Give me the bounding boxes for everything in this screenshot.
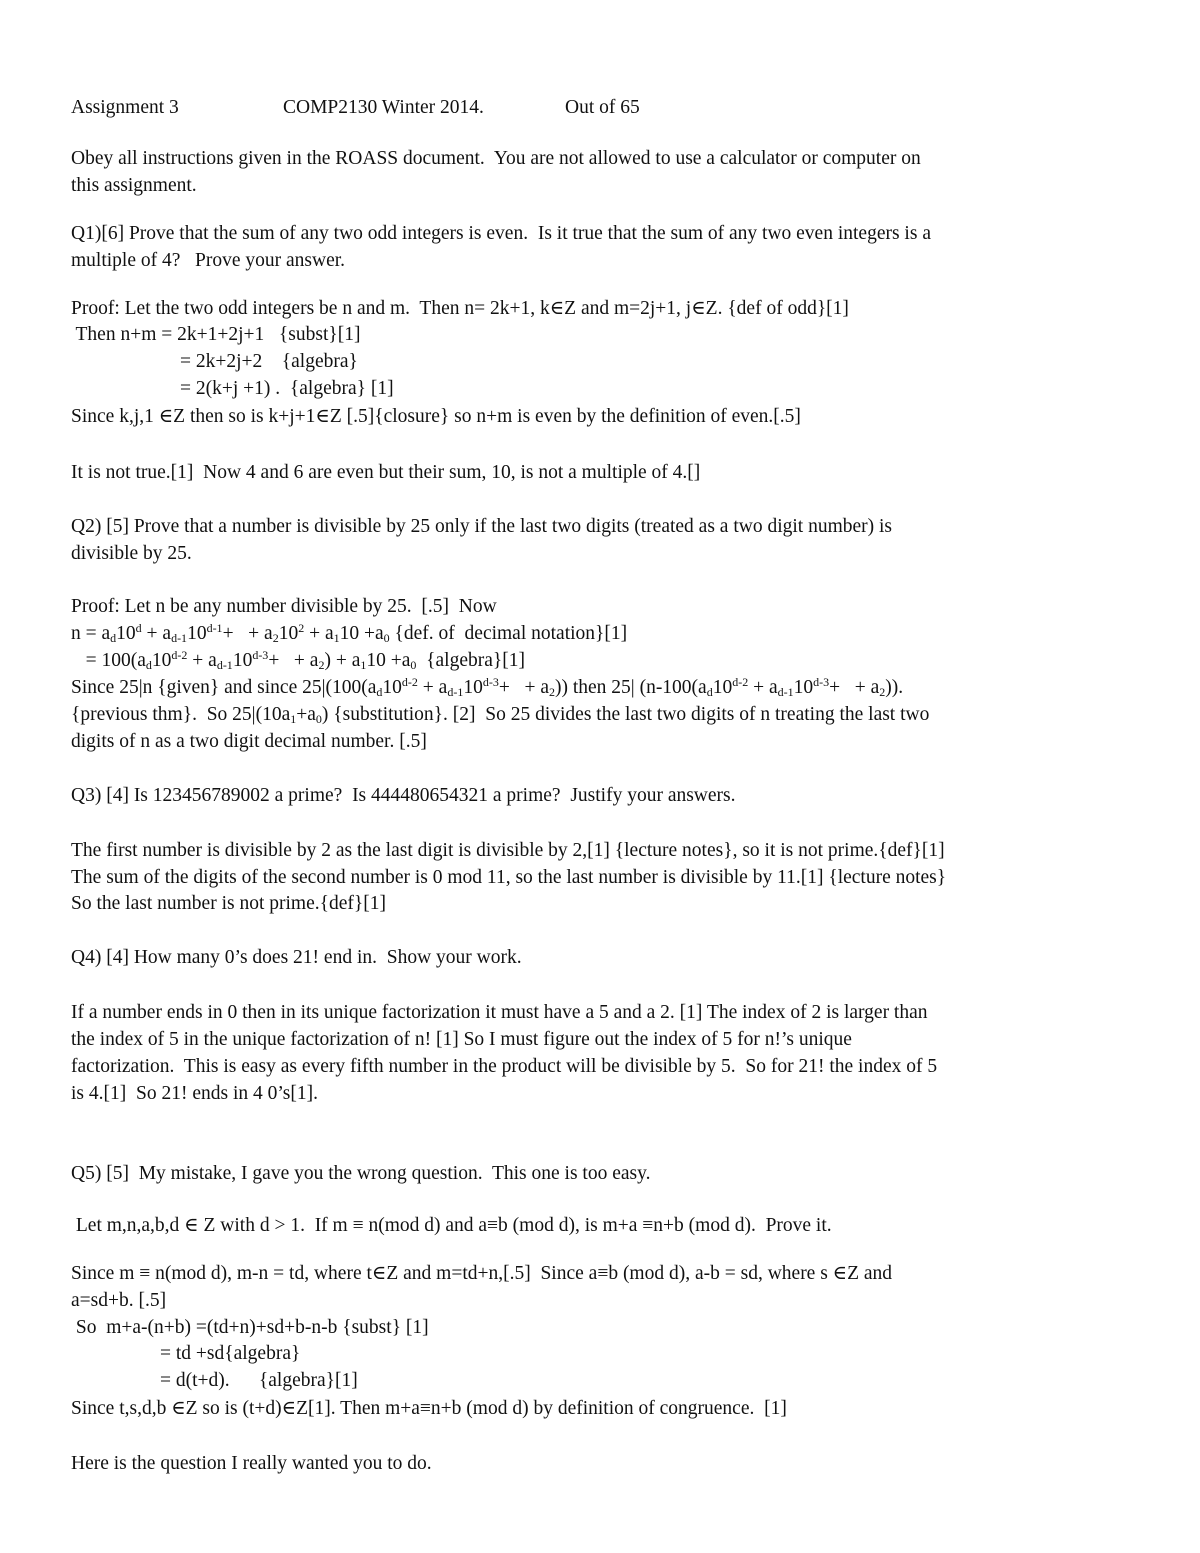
q2-equation-2: = $100(a_d10^{d-2} + a_{d-1}10^{d-3}+ + a_2) + a_110 +a_0$ {algebra}[1] xyxy=(71,648,525,672)
q3-answer-1: The first number is divisible by 2 as the last digit is divisible by 2,[1] {lecture notes}, so it is not prime.{def}[1] xyxy=(71,840,945,861)
course-title: COMP2130 Winter 2014. xyxy=(283,97,484,118)
q5-proof-4: = td +sd{algebra} xyxy=(160,1343,301,1364)
q5-statement-2: Let m,n,a,b,d ∈ Z with d > 1. If m ≡ n(mod d) and a≡b (mod d), is m+a ≡n+b (mod d). Prove it. xyxy=(71,1215,832,1236)
total-marks: Out of 65 xyxy=(565,97,640,118)
q5-proof-2: a=sd+b. [.5] xyxy=(71,1290,167,1311)
q5-proof-5: = d(t+d). {algebra}[1] xyxy=(160,1370,358,1391)
q5-proof-6: Since t,s,d,b ∈Z so is (t+d)∈Z[1]. Then m+a≡n+b (mod d) by definition of congruence. [1] xyxy=(71,1398,787,1419)
assignment-title: Assignment 3 xyxy=(71,97,179,118)
q2-equation-3: Since 25|n {given} and since $25|(100(a_d10^{d-2} + a_{d-1}10^{d-3}+ + a_2))$ then 25| $(n-100(a_d10^{d-2} + a_{d-1}10^{d-3}+ + a_2))$. xyxy=(71,675,904,699)
q3-statement: Q3) [4] Is 123456789002 a prime? Is 444480654321 a prime? Justify your answers. xyxy=(71,785,736,806)
q1-statement-1: Q1)[6] Prove that the sum of any two odd integers is even. Is it true that the sum of any two even integers is a xyxy=(71,223,931,244)
instructions-line-1: Obey all instructions given in the ROASS document. You are not allowed to use a calculator or computer on xyxy=(71,148,921,169)
q2-equation-5: digits of n as a two digit decimal number. [.5] xyxy=(71,731,427,752)
q1-proof-3: = 2k+2j+2 {algebra} xyxy=(180,351,358,372)
q4-answer-2: the index of 5 in the unique factorization of n! [1] So I must figure out the index of 5 for n!’s unique xyxy=(71,1029,852,1050)
q4-answer-3: factorization. This is easy as every fifth number in the product will be divisible by 5. So for 21! the index of 5 xyxy=(71,1056,938,1077)
q1-proof-4: = 2(k+j +1) . {algebra} [1] xyxy=(180,378,394,399)
q1-proof-2: Then n+m = 2k+1+2j+1 {subst}[1] xyxy=(71,324,361,345)
q5-proof-3: So m+a-(n+b) =(td+n)+sd+b-n-b {subst} [1] xyxy=(71,1317,429,1338)
q3-answer-3: So the last number is not prime.{def}[1] xyxy=(71,893,386,914)
q1-proof-1: Proof: Let the two odd integers be n and m. Then n= 2k+1, k∈Z and m=2j+1, j∈Z. {def of odd}[1] xyxy=(71,298,849,319)
q5-statement-1: Q5) [5] My mistake, I gave you the wrong question. This one is too easy. xyxy=(71,1163,651,1184)
q2-proof-1: Proof: Let n be any number divisible by 25. [.5] Now xyxy=(71,596,497,617)
q3-answer-2: The sum of the digits of the second number is 0 mod 11, so the last number is divisible by 11.[1] {lecture notes} xyxy=(71,867,947,888)
q5-closing: Here is the question I really wanted you to do. xyxy=(71,1453,432,1474)
instructions-line-2: this assignment. xyxy=(71,175,197,196)
q2-statement-1: Q2) [5] Prove that a number is divisible by 25 only if the last two digits (treated as a two digit number) is xyxy=(71,516,893,537)
q1-proof-6: It is not true.[1] Now 4 and 6 are even but their sum, 10, is not a multiple of 4.[] xyxy=(71,462,701,483)
q4-answer-1: If a number ends in 0 then in its unique factorization it must have a 5 and a 2. [1] The index of 2 is larger than xyxy=(71,1002,928,1023)
q2-equation-4: {previous thm}. So $25|(10a_1+a_0)$ {substitution}. [2] So 25 divides the last two digits of n treating the last two xyxy=(71,704,930,726)
q2-equation-1: $n = a_d10^d + a_{d-1}10^{d-1}+ + a_210^2 + a_110 +a_0$ {def. of decimal notation}[1] xyxy=(71,621,628,645)
q2-statement-2: divisible by 25. xyxy=(71,543,192,564)
q4-answer-4: is 4.[1] So 21! ends in 4 0’s[1]. xyxy=(71,1083,318,1104)
q1-statement-2: multiple of 4? Prove your answer. xyxy=(71,250,346,271)
q5-proof-1: Since m ≡ n(mod d), m-n = td, where t∈Z and m=td+n,[.5] Since a≡b (mod d), a-b = sd, where s ∈Z and xyxy=(71,1263,893,1284)
q4-statement: Q4) [4] How many 0’s does 21! end in. Show your work. xyxy=(71,947,522,968)
q1-proof-5: Since k,j,1 ∈Z then so is k+j+1∈Z [.5]{closure} so n+m is even by the definition of even.[.5] xyxy=(71,406,801,427)
